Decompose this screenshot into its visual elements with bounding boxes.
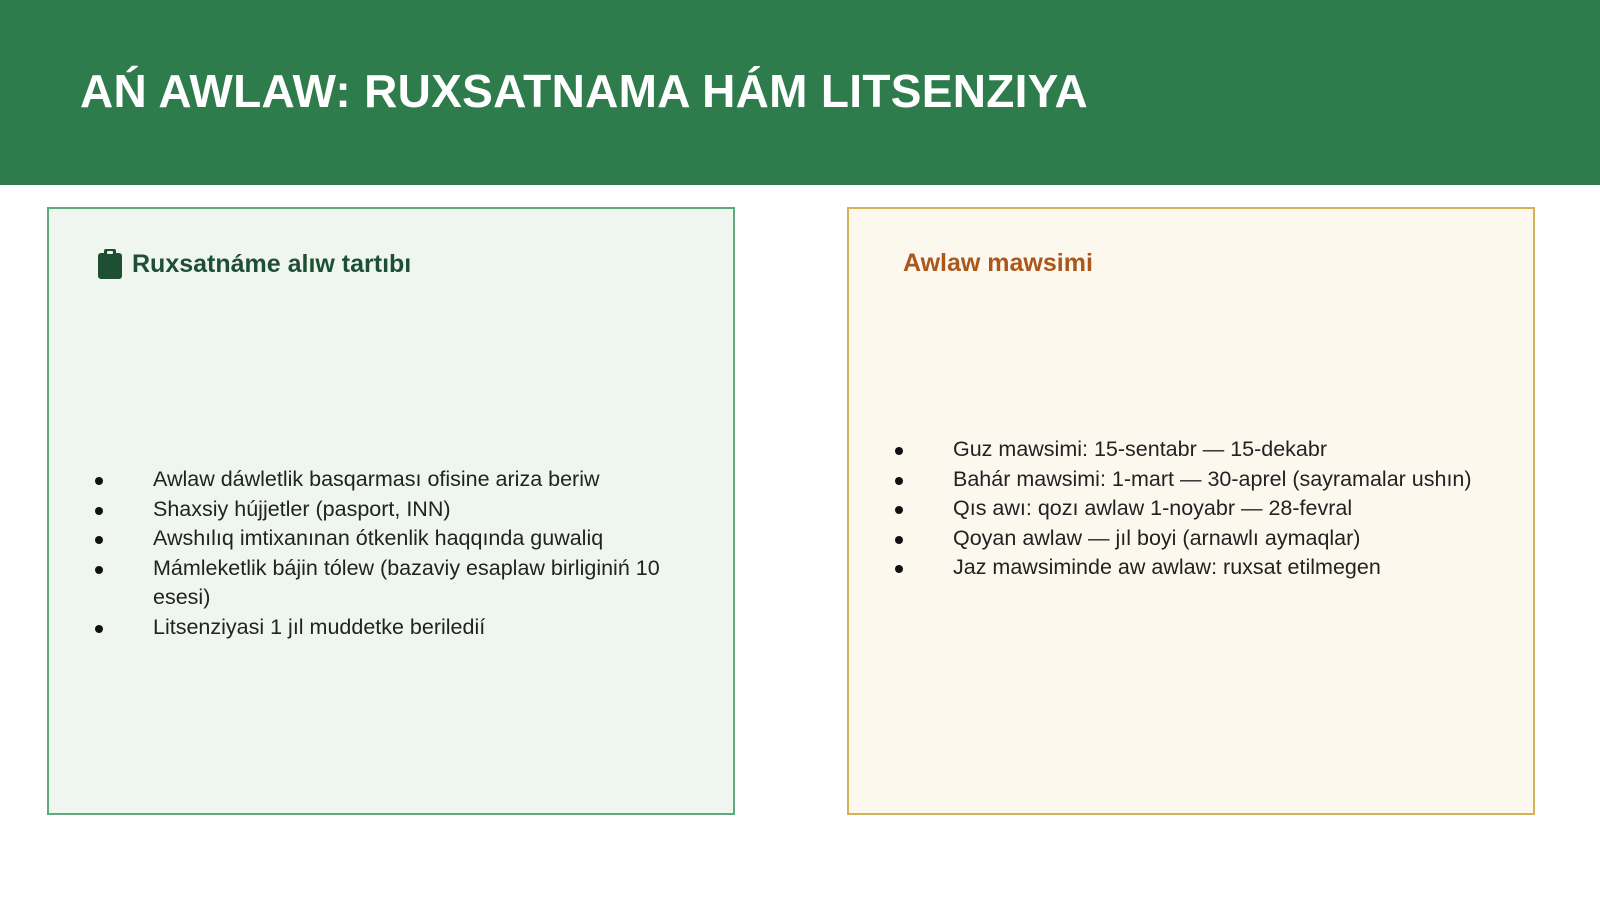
list-item-text: Shaxsiy hújjetler (pasport, INN) — [153, 496, 451, 521]
bullet-icon — [95, 566, 103, 574]
list-item — [895, 553, 1485, 583]
page-title: AŃ AWLAW: RUXSATNAMA HÁM LITSENZIYA — [80, 65, 1088, 117]
list-item-text: Awshılıq imtixanınan ótkenlik haqqında guwaliq — [153, 526, 604, 550]
hunting-season-heading-text: Awlaw mawsimi — [903, 249, 1093, 277]
list-item-text: Awlaw dáwletlik basqarması ofisine ariza beriw — [153, 467, 600, 491]
bullet-icon — [895, 506, 903, 514]
list-item — [95, 495, 685, 525]
list-item-text: Guz mawsimi: 15-sentabr — 15-dekabr — [953, 437, 1328, 461]
permit-procedure-heading-text: Ruxsatnáme alıw tartıbı — [132, 249, 412, 278]
permit-procedure-list — [95, 465, 685, 642]
list-item — [895, 494, 1485, 524]
list-item — [95, 524, 685, 554]
hunting-season-heading — [903, 249, 1093, 278]
list-item — [895, 435, 1485, 465]
bullet-icon — [895, 536, 903, 544]
bullet-icon — [95, 507, 103, 515]
list-item-text: Qıs awı: qozı awlaw 1-noyabr — 28-fevral — [953, 496, 1353, 520]
list-item-text: Bahár mawsimi: 1-mart — 30-aprel (sayramalar ushın) — [953, 466, 1472, 491]
list-item-text: Mámleketlik bájin tólew (bazaviy esaplaw birliginiń 10 esesi) — [153, 555, 660, 609]
list-item — [895, 465, 1485, 495]
bullet-icon — [95, 625, 103, 633]
permit-procedure-heading — [97, 249, 411, 279]
list-item-text: Litsenziyasi 1 jıl muddetke beriledií — [153, 614, 486, 639]
list-item — [895, 524, 1485, 554]
header-bar — [0, 0, 1600, 185]
list-item — [95, 554, 685, 613]
hunting-season-panel — [847, 207, 1535, 815]
permit-procedure-panel — [47, 207, 735, 815]
bullet-icon — [95, 536, 103, 544]
bullet-icon — [895, 477, 903, 485]
hunting-season-list — [895, 435, 1485, 583]
list-item — [95, 465, 685, 495]
list-item-text: Jaz mawsiminde aw awlaw: ruxsat etilmegen — [953, 555, 1381, 579]
bullet-icon — [95, 477, 103, 485]
list-item — [95, 613, 685, 643]
list-item-text: Qoyan awlaw — jıl boyi (arnawlı aymaqlar) — [953, 525, 1361, 550]
clipboard-icon — [97, 249, 123, 279]
bullet-icon — [895, 565, 903, 573]
bullet-icon — [895, 447, 903, 455]
